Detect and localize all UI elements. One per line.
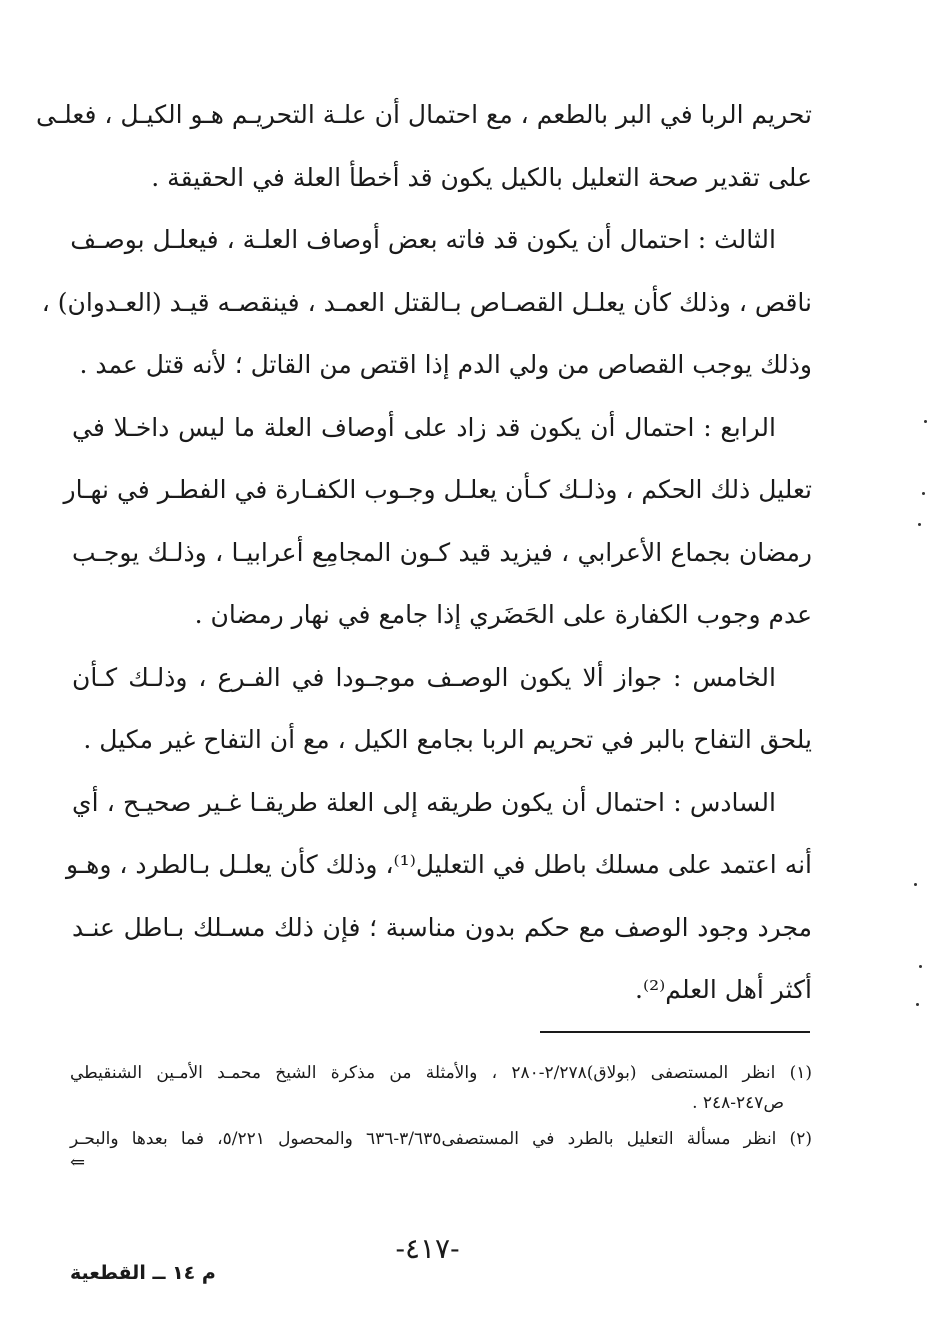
body-line: تحريم الربا في البر بالطعم ، مع احتمال أن علـة التحريـم هـو الكيـل ، فعلـى: [35, 100, 812, 129]
body-line: الثالث : احتمال أن يكون قد فاته بعض أوصاف العلـة ، فيعلـل بوصـف: [70, 225, 776, 254]
footnote-1-line-2: ص٢٤٧-٢٤٨ .: [692, 1093, 784, 1113]
body-line: يلحق التفاح بالبر في تحريم الربا بجامع الكيل ، مع أن التفاح غير مكيل .: [83, 725, 812, 754]
body-line: أكثر أهل العلم⁽²⁾.: [635, 975, 812, 1004]
scan-speck: [918, 523, 921, 526]
body-line: رمضان بجماع الأعرابي ، فيزيد قيد كـون المجامِع أعرابيـا ، وذلـك يوجـب: [72, 537, 812, 567]
body-line: ناقص ، وذلك كأن يعلـل القصـاص بـالقتل العمـد ، فينقصـه قيـد (العـدوان) ،: [41, 287, 812, 317]
body-line: على تقدير صحة التعليل بالكيل يكون قد أخطأ العلة في الحقيقة .: [151, 162, 812, 192]
body-line: الخامس : جواز ألا يكون الوصـف موجـودا في الفـرع ، وذلـك كـأن: [72, 662, 776, 692]
body-line: أنه اعتمد على مسلك باطل في التعليل⁽¹⁾، وذلك كأن يعلـل بـالطرد ، وهـو: [65, 850, 812, 879]
scan-speck: [924, 420, 927, 423]
body-line: الرابع : احتمال أن يكون قد زاد على أوصاف العلة ما ليس داخـلا في: [72, 412, 776, 442]
body-line: وذلك يوجب القصاص من ولي الدم إذا اقتص من القاتل ؛ لأنه قتل عمد .: [79, 350, 812, 379]
main-text: [35, 84, 812, 1022]
body-line: السادس : احتمال أن يكون طريقه إلى العلة طريقـا غـير صحيـح ، أي: [72, 787, 776, 817]
body-line: تعليل ذلك الحكم ، وذلـك كـأن يعلـل وجـوب الكفـارة في الفطـر في نهـار: [63, 475, 812, 504]
page-number: -٤١٧-: [395, 1232, 460, 1265]
footnote-separator: [540, 1031, 810, 1033]
scan-speck: [919, 965, 922, 968]
signature-mark: م ١٤ ــ القطعية: [70, 1262, 216, 1284]
footnotes: [70, 1058, 812, 1176]
scan-speck: [922, 492, 925, 495]
footnote-1-line-1: (١) انظر المستصفى (بولاق)٢/٢٧٨-٢٨٠ ، والأمثلة من مذكرة الشيخ محمـد الأمـين الشنقيطي: [70, 1063, 812, 1083]
body-line: مجرد وجود الوصف مع حكم بدون مناسبة ؛ فإن ذلك مسـلك بـاطل عنـد: [72, 912, 812, 942]
footnote-2-line-1: (٢) انظر مسألة التعليل بالطرد في المستصفى٣/٦٣٥-٦٣٦ والمحصول ٥/٢٢١، فما بعدها والبحـر: [70, 1129, 812, 1149]
body-line: عدم وجوب الكفارة على الحَضَري إذا جامع في نهار رمضان .: [194, 600, 812, 629]
continuation-arrow-icon: ⇐: [70, 1152, 86, 1173]
scan-speck: [916, 1003, 919, 1006]
scan-speck: [914, 883, 917, 886]
